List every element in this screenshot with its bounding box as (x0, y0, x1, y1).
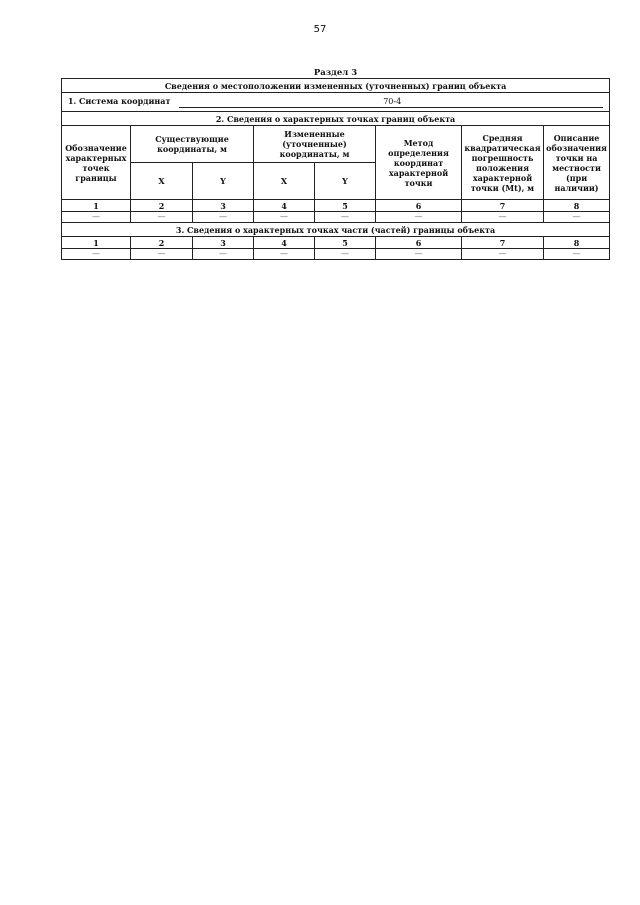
table-row (62, 249, 610, 260)
boundary-points-table (61, 78, 610, 260)
header-changed-x: X (254, 163, 315, 200)
header-existing-y: Y (193, 163, 254, 200)
header-point-designation: Обозначение характерных точек границы (62, 126, 131, 200)
coord-system-value: 70-4 (179, 97, 603, 108)
table-cell: — (462, 249, 544, 260)
table-cell: — (193, 249, 254, 260)
column-number: 2 (131, 200, 193, 212)
column-numbers-row (62, 200, 610, 212)
header-error: Средняя квадратическая погрешность положения характерной точки (Mt), м (462, 126, 544, 200)
header-existing-x: X (131, 163, 193, 200)
table-cell: — (315, 212, 376, 223)
table-cell: — (62, 249, 131, 260)
table-cell: — (254, 212, 315, 223)
header-changed-y: Y (315, 163, 376, 200)
table-cell: — (544, 212, 610, 223)
table-cell: — (376, 212, 462, 223)
table-row (62, 212, 610, 223)
header-changed-coords: Измененные (уточненные) координаты, м (254, 126, 376, 163)
header-existing-coords: Существующие координаты, м (131, 126, 254, 163)
column-number: 6 (376, 237, 462, 249)
table-cell: — (315, 249, 376, 260)
table-title: Сведения о местоположении измененных (уточненных) границ объекта (62, 79, 610, 93)
coord-system-row (62, 93, 610, 112)
section3-title: 3. Сведения о характерных точках части (частей) границы объекта (62, 223, 610, 237)
section-title: Раздел 3 (313, 68, 358, 78)
table-cell: — (193, 212, 254, 223)
table-cell: — (62, 212, 131, 223)
page-number: 57 (313, 24, 327, 35)
column-number: 1 (62, 200, 131, 212)
column-number: 8 (544, 200, 610, 212)
table-cell: — (376, 249, 462, 260)
section2-title: 2. Сведения о характерных точках границ объекта (62, 112, 610, 126)
column-number: 6 (376, 200, 462, 212)
column-numbers-row (62, 237, 610, 249)
coord-system-label: 1. Система координат (67, 96, 171, 106)
column-number: 2 (131, 237, 193, 249)
header-description: Описание обозначения точки на местности (при наличии) (544, 126, 610, 200)
column-number: 7 (462, 200, 544, 212)
column-number: 4 (254, 237, 315, 249)
column-number: 3 (193, 237, 254, 249)
table-cell: — (254, 249, 315, 260)
column-number: 5 (315, 200, 376, 212)
header-method: Метод определения координат характерной точки (376, 126, 462, 200)
table-cell: — (544, 249, 610, 260)
table-cell: — (462, 212, 544, 223)
column-number: 7 (462, 237, 544, 249)
column-number: 8 (544, 237, 610, 249)
table-cell: — (131, 249, 193, 260)
column-number: 3 (193, 200, 254, 212)
table-cell: — (131, 212, 193, 223)
column-number: 5 (315, 237, 376, 249)
column-number: 1 (62, 237, 131, 249)
column-number: 4 (254, 200, 315, 212)
